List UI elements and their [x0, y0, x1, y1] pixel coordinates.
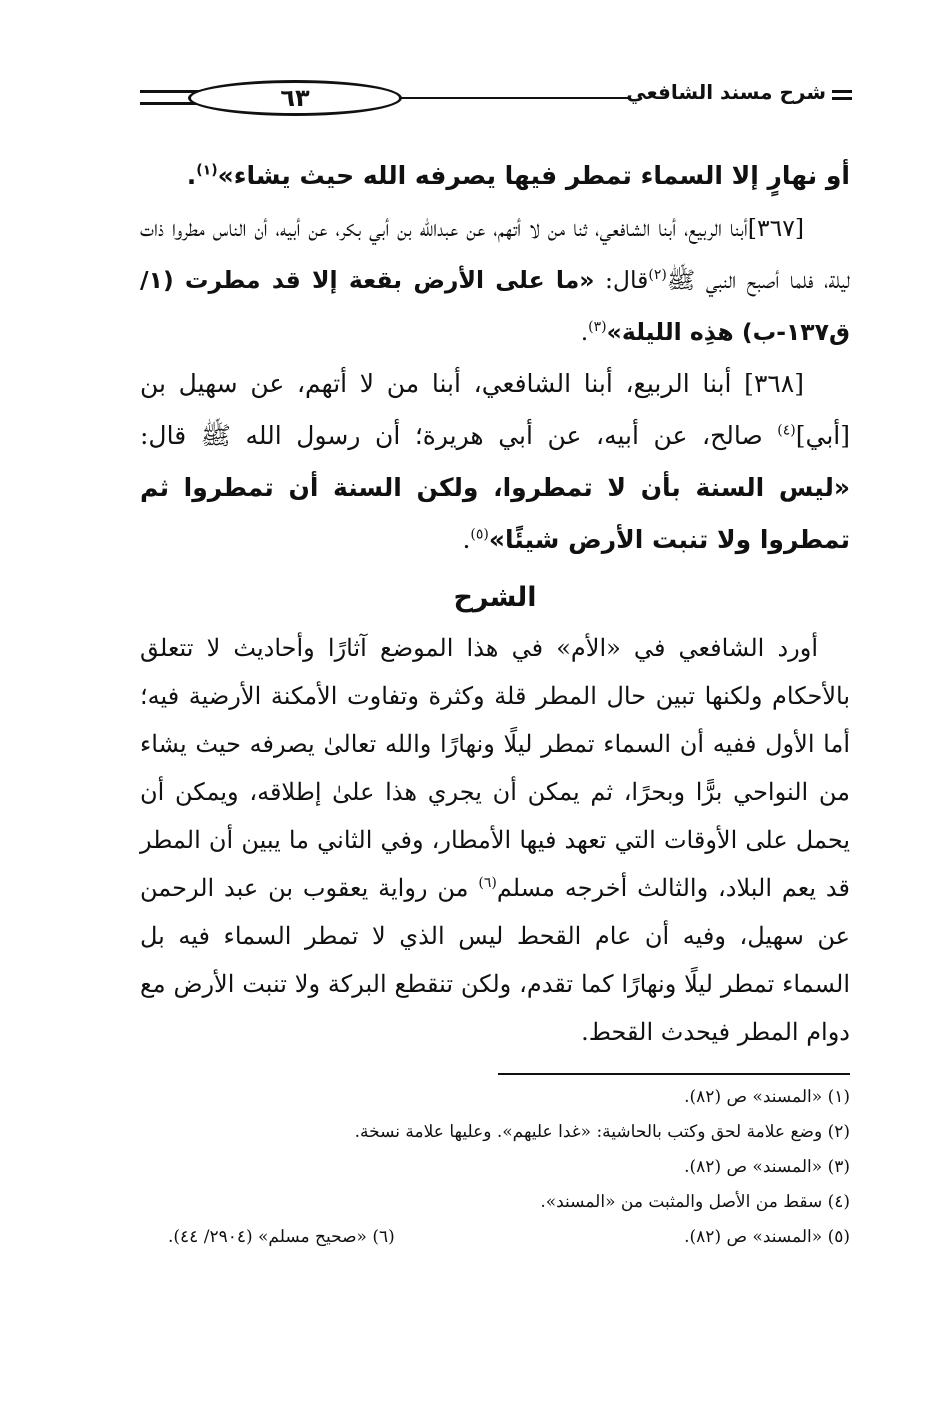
hadith-367: [٣٦٧]أبنا الربيع، أبنا الشافعي، ثنا من لا أتهم، عن عبدالله بن أبي بكر، عن أبيه، أن الناس مطروا ذات ليلة، فلما أصبح النبي ﷺ$^{(٢)}$قال: «ما على الأرض بقعة إلا قد مطرت (١/ ق١٣٧-ب) هذِه الليلة»$^{(٣)}$.	[140, 214, 850, 346]
footnote-4: (٤) سقط من الأصل والمثبت من «المسند».	[540, 1192, 850, 1212]
footnote-1: (١) «المسند» ص (٨٢).	[684, 1087, 850, 1107]
header-dash-ornament	[832, 90, 852, 104]
footnote-2: (٢) وضع علامة لحق وكتب بالحاشية: «غدا عليهم». وعليها علامة نسخة.	[354, 1122, 850, 1142]
footnote-6: (٦) «صحيح مسلم» (٢٩٠٤/ ٤٤).	[168, 1227, 395, 1247]
main-text	[140, 150, 850, 1056]
footnote-ref-6[interactable]: (٦)	[478, 875, 497, 891]
hadith-367-matn: «ما على الأرض بقعة إلا قد مطرت (١/ ق١٣٧-ب) هذِه الليلة»	[140, 266, 850, 346]
page-number-oval	[188, 80, 402, 116]
footnotes	[140, 1080, 850, 1255]
footnote-5: (٥) «المسند» ص (٨٢).	[684, 1227, 850, 1247]
running-title: شرح مسند الشافعي	[626, 80, 826, 104]
footnote-3: (٣) «المسند» ص (٨٢).	[684, 1157, 850, 1177]
running-header	[140, 78, 852, 118]
sharh-paragraph: أورد الشافعي في «الأم» في هذا الموضع آثارًا وأحاديث لا تتعلق بالأحكام ولكنها تبين حال المطر قلة وكثرة وتفاوت الأمكنة الأرضية فيه؛ أما الأول ففيه أن السماء تمطر ليلًا ونهارًا والله تعالىٰ يصرفه حيث يشاء من النواحي برًّا وبحرًا، ثم يمكن أن يجري هذا علىٰ إطلاقه، ويمكن أن يحمل على الأوقات التي تعهد فيها الأمطار، وفي الثاني ما يبين أن المطر قد يعم البلاد، والثالث أخرجه مسلم$^{(٦)}$ من رواية يعقوب بن عبد الرحمن عن سهيل، وفيه أن عام القحط ليس الذي لا تمطر السماء فيه بل السماء تمطر ليلًا ونهارًا كما تقدم، ولكن تنقطع البركة ولا تنبت الأرض مع دوام المطر فيحدث القحط.	[140, 634, 850, 1046]
opening-line: أو نهارٍ إلا السماء تمطر فيها يصرفه الله حيث يشاء»$^{(١)}$.	[186, 161, 850, 190]
footnote-separator	[498, 1073, 850, 1075]
hadith-368: [٣٦٨] أبنا الربيع، أبنا الشافعي، أبنا من لا أتهم، عن سهيل بن [أبي]$^{(٤)}$ صالح، عن أبيه، عن أبي هريرة؛ أن رسول الله ﷺ قال: «ليس السنة بأن لا تمطروا، ولكن السنة أن تمطروا ثم تمطروا ولا تنبت الأرض شيئًا»$^{(٥)}$.	[140, 369, 850, 554]
footnote-ref-1[interactable]: (١)	[196, 162, 218, 179]
footnote-ref-5[interactable]: (٥)	[470, 526, 489, 543]
header-rule-middle	[398, 97, 630, 99]
footnote-ref-2[interactable]: (٢)	[648, 267, 667, 284]
hadith-368-matn: «ليس السنة بأن لا تمطروا، ولكن السنة أن تمطروا ثم تمطروا ولا تنبت الأرض شيئًا»	[140, 473, 850, 554]
page-number: ٦٣	[280, 84, 310, 112]
footnote-row-5-6	[140, 1220, 850, 1255]
footnote-ref-3[interactable]: (٣)	[588, 319, 607, 336]
section-heading-sharh: الشرح	[453, 582, 537, 613]
footnote-ref-4[interactable]: (٤)	[777, 422, 796, 439]
